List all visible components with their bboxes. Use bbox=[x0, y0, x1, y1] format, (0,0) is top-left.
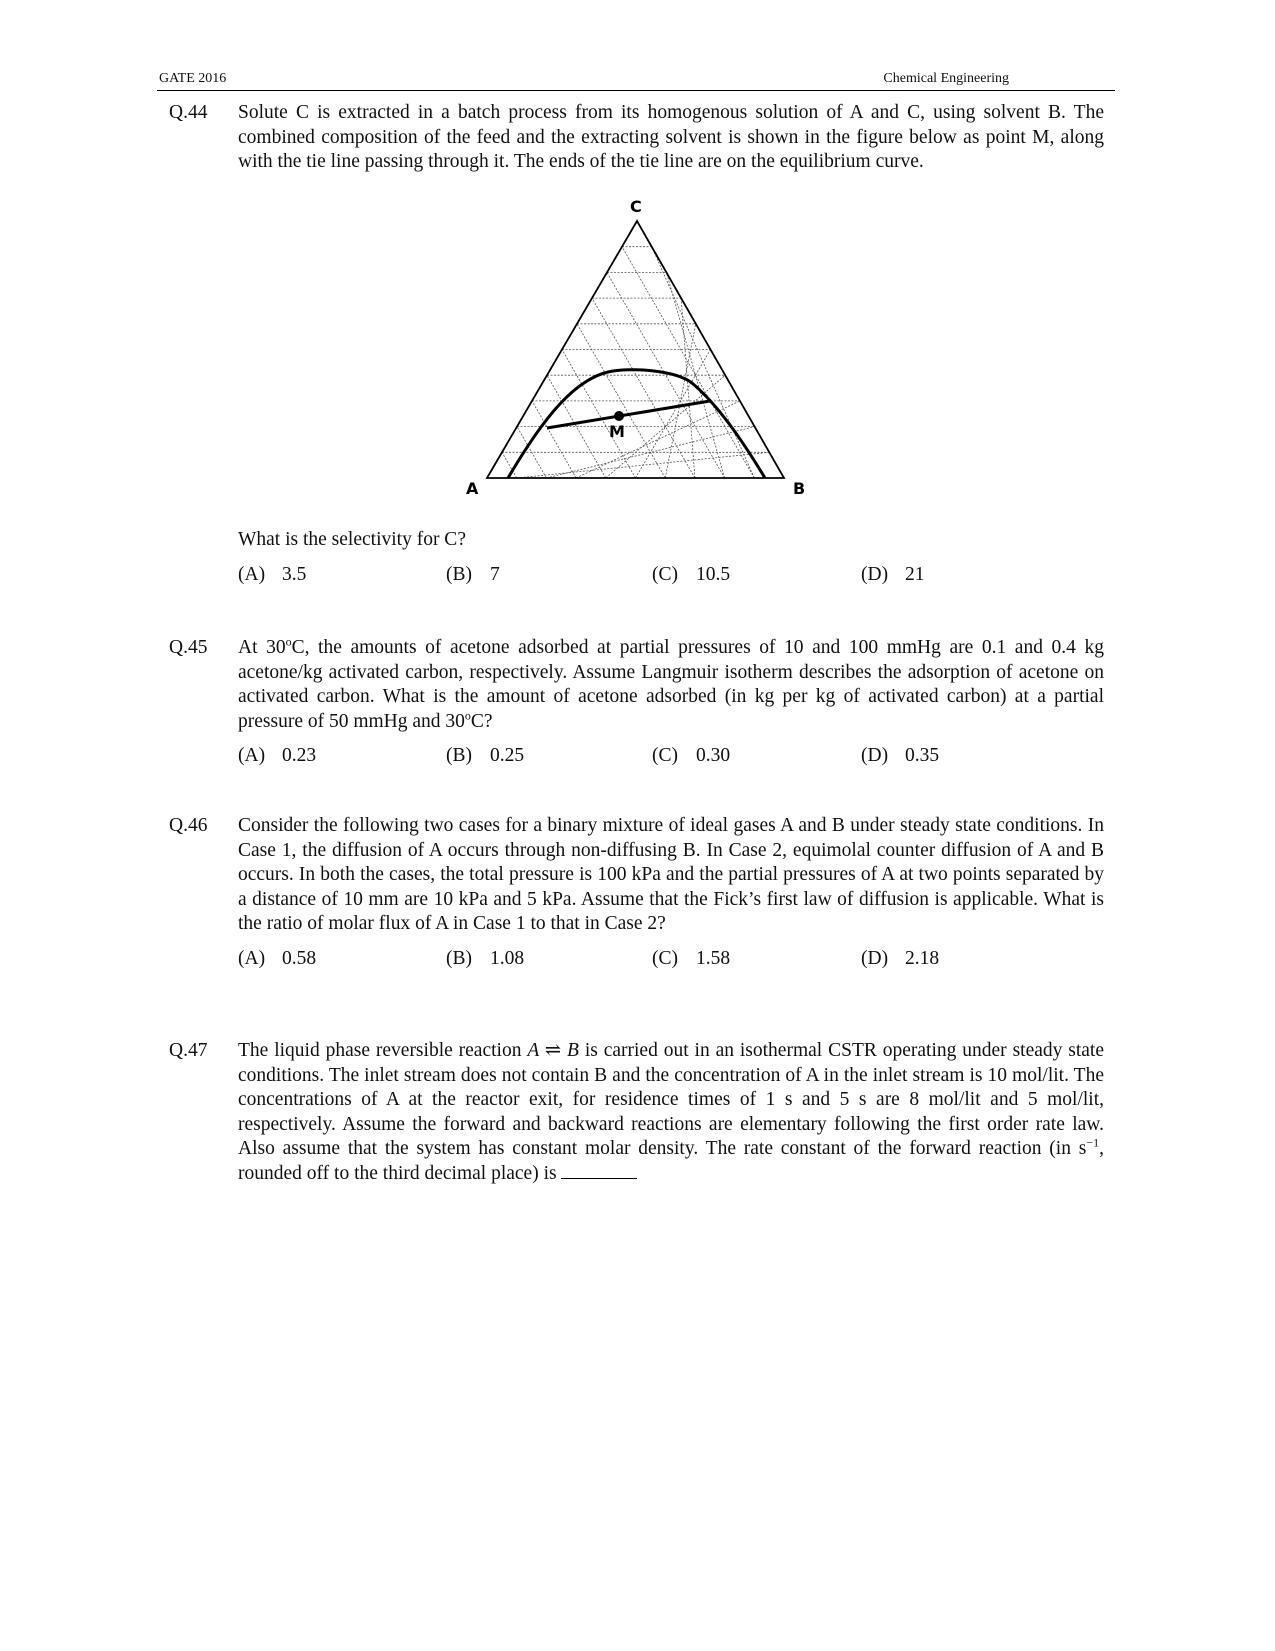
equilibrium-curve bbox=[508, 370, 765, 478]
question-number: Q.44 bbox=[169, 102, 208, 123]
question-number: Q.45 bbox=[169, 637, 208, 658]
option-c[interactable]: (C) 0.30 bbox=[652, 745, 731, 766]
options bbox=[238, 563, 1104, 589]
ternary-diagram bbox=[466, 197, 850, 520]
question-47 bbox=[169, 1039, 1104, 1186]
answer-blank[interactable] bbox=[561, 1164, 637, 1179]
ternary-grid bbox=[502, 247, 769, 478]
question-text: Solute C is extracted in a batch process from its homogenous solution of A and C, using solvent B. The combined composition of the feed and the extracting solvent is shown in the figure below as point M, along with the tie line passing through it. The ends of the tie line are on the equilibrium curve. bbox=[238, 102, 1104, 172]
option-d[interactable]: (D) 21 bbox=[861, 563, 925, 585]
question-text: Consider the following two cases for a binary mixture of ideal gases A and B under steady state conditions. In Case 1, the diffusion of A occurs through non-diffusing B. In Case 2, equimolal counter diffusion of A and B occurs. In both the cases, the total pressure is 100 kPa and the partial pressures of A at two points separated by a distance of 10 mm are 10 kPa and 5 kPa. Assume that the Fick’s first law of diffusion is applicable. What is the ratio of molar flux of A in Case 1 to that in Case 2? bbox=[238, 815, 1104, 934]
option-a[interactable]: (A) 0.23 bbox=[238, 745, 317, 766]
option-c[interactable]: (C) 10.5 bbox=[652, 563, 731, 585]
vertex-label-a: A bbox=[466, 479, 479, 498]
question-45 bbox=[169, 636, 1104, 770]
options bbox=[238, 744, 1104, 770]
option-a[interactable]: (A) 0.58 bbox=[238, 947, 317, 969]
vertex-label-b: B bbox=[793, 479, 806, 498]
grid-line-left bbox=[592, 298, 695, 478]
option-b[interactable]: (B) 1.08 bbox=[446, 947, 525, 969]
vertex-label-c: C bbox=[630, 197, 642, 216]
exam-title: GATE 2016 bbox=[159, 71, 227, 86]
question-44-prompt bbox=[169, 528, 1104, 589]
question-46 bbox=[169, 814, 1104, 973]
grid-line-left bbox=[622, 247, 754, 478]
option-b[interactable]: (B) 7 bbox=[446, 563, 500, 585]
subject-title: Chemical Engineering bbox=[883, 71, 1009, 86]
question-text: The liquid phase reversible reaction A ⇌ B is carried out in an isothermal CSTR operating under steady state conditions. The inlet stream does not contain B and the concentration of A in the inlet stream is 10 mol/lit. The concentrations of A at the reactor exit, for residence times of 1 s and 5 s are 8 mol/lit and 5 mol/lit, respectively. Assume the forward and backward reactions are elementary following the first order rate law. Also assume that the system has constant molar density. The rate constant of the forward reaction (in $s^{-1}$, rounded off to the third decimal place) is bbox=[238, 1040, 1105, 1184]
reaction-equation: A ⇌ B bbox=[527, 1040, 579, 1061]
tie-line bbox=[547, 401, 710, 428]
grid-line-right bbox=[576, 401, 740, 478]
options bbox=[238, 947, 1104, 973]
question-number: Q.47 bbox=[169, 1040, 208, 1061]
point-m-label: M bbox=[609, 422, 625, 441]
question-text: At 30$^o$C, the amounts of acetone adsorbed at partial pressures of 10 and 100 mmHg are 0.1 and 0.4 kg acetone/kg activated carbon, respectively. Assume Langmuir isotherm describes the adsorption of acetone on activated carbon. What is the amount of acetone adsorbed (in kg per kg of activated carbon) at a partial pressure of 50 mmHg and 30$^o$C? bbox=[238, 634, 1104, 732]
option-a[interactable]: (A) 3.5 bbox=[238, 563, 307, 585]
option-b[interactable]: (B) 0.25 bbox=[446, 745, 525, 766]
option-c[interactable]: (C) 1.58 bbox=[652, 947, 731, 969]
option-d[interactable]: (D) 0.35 bbox=[861, 745, 940, 766]
question-44 bbox=[169, 101, 1104, 175]
question-number: Q.46 bbox=[169, 815, 208, 836]
option-d[interactable]: (D) 2.18 bbox=[861, 947, 940, 969]
point-m bbox=[614, 411, 624, 421]
page-header bbox=[157, 70, 1115, 91]
grid-line-right bbox=[652, 247, 755, 478]
question-prompt: What is the selectivity for C? bbox=[238, 529, 466, 550]
